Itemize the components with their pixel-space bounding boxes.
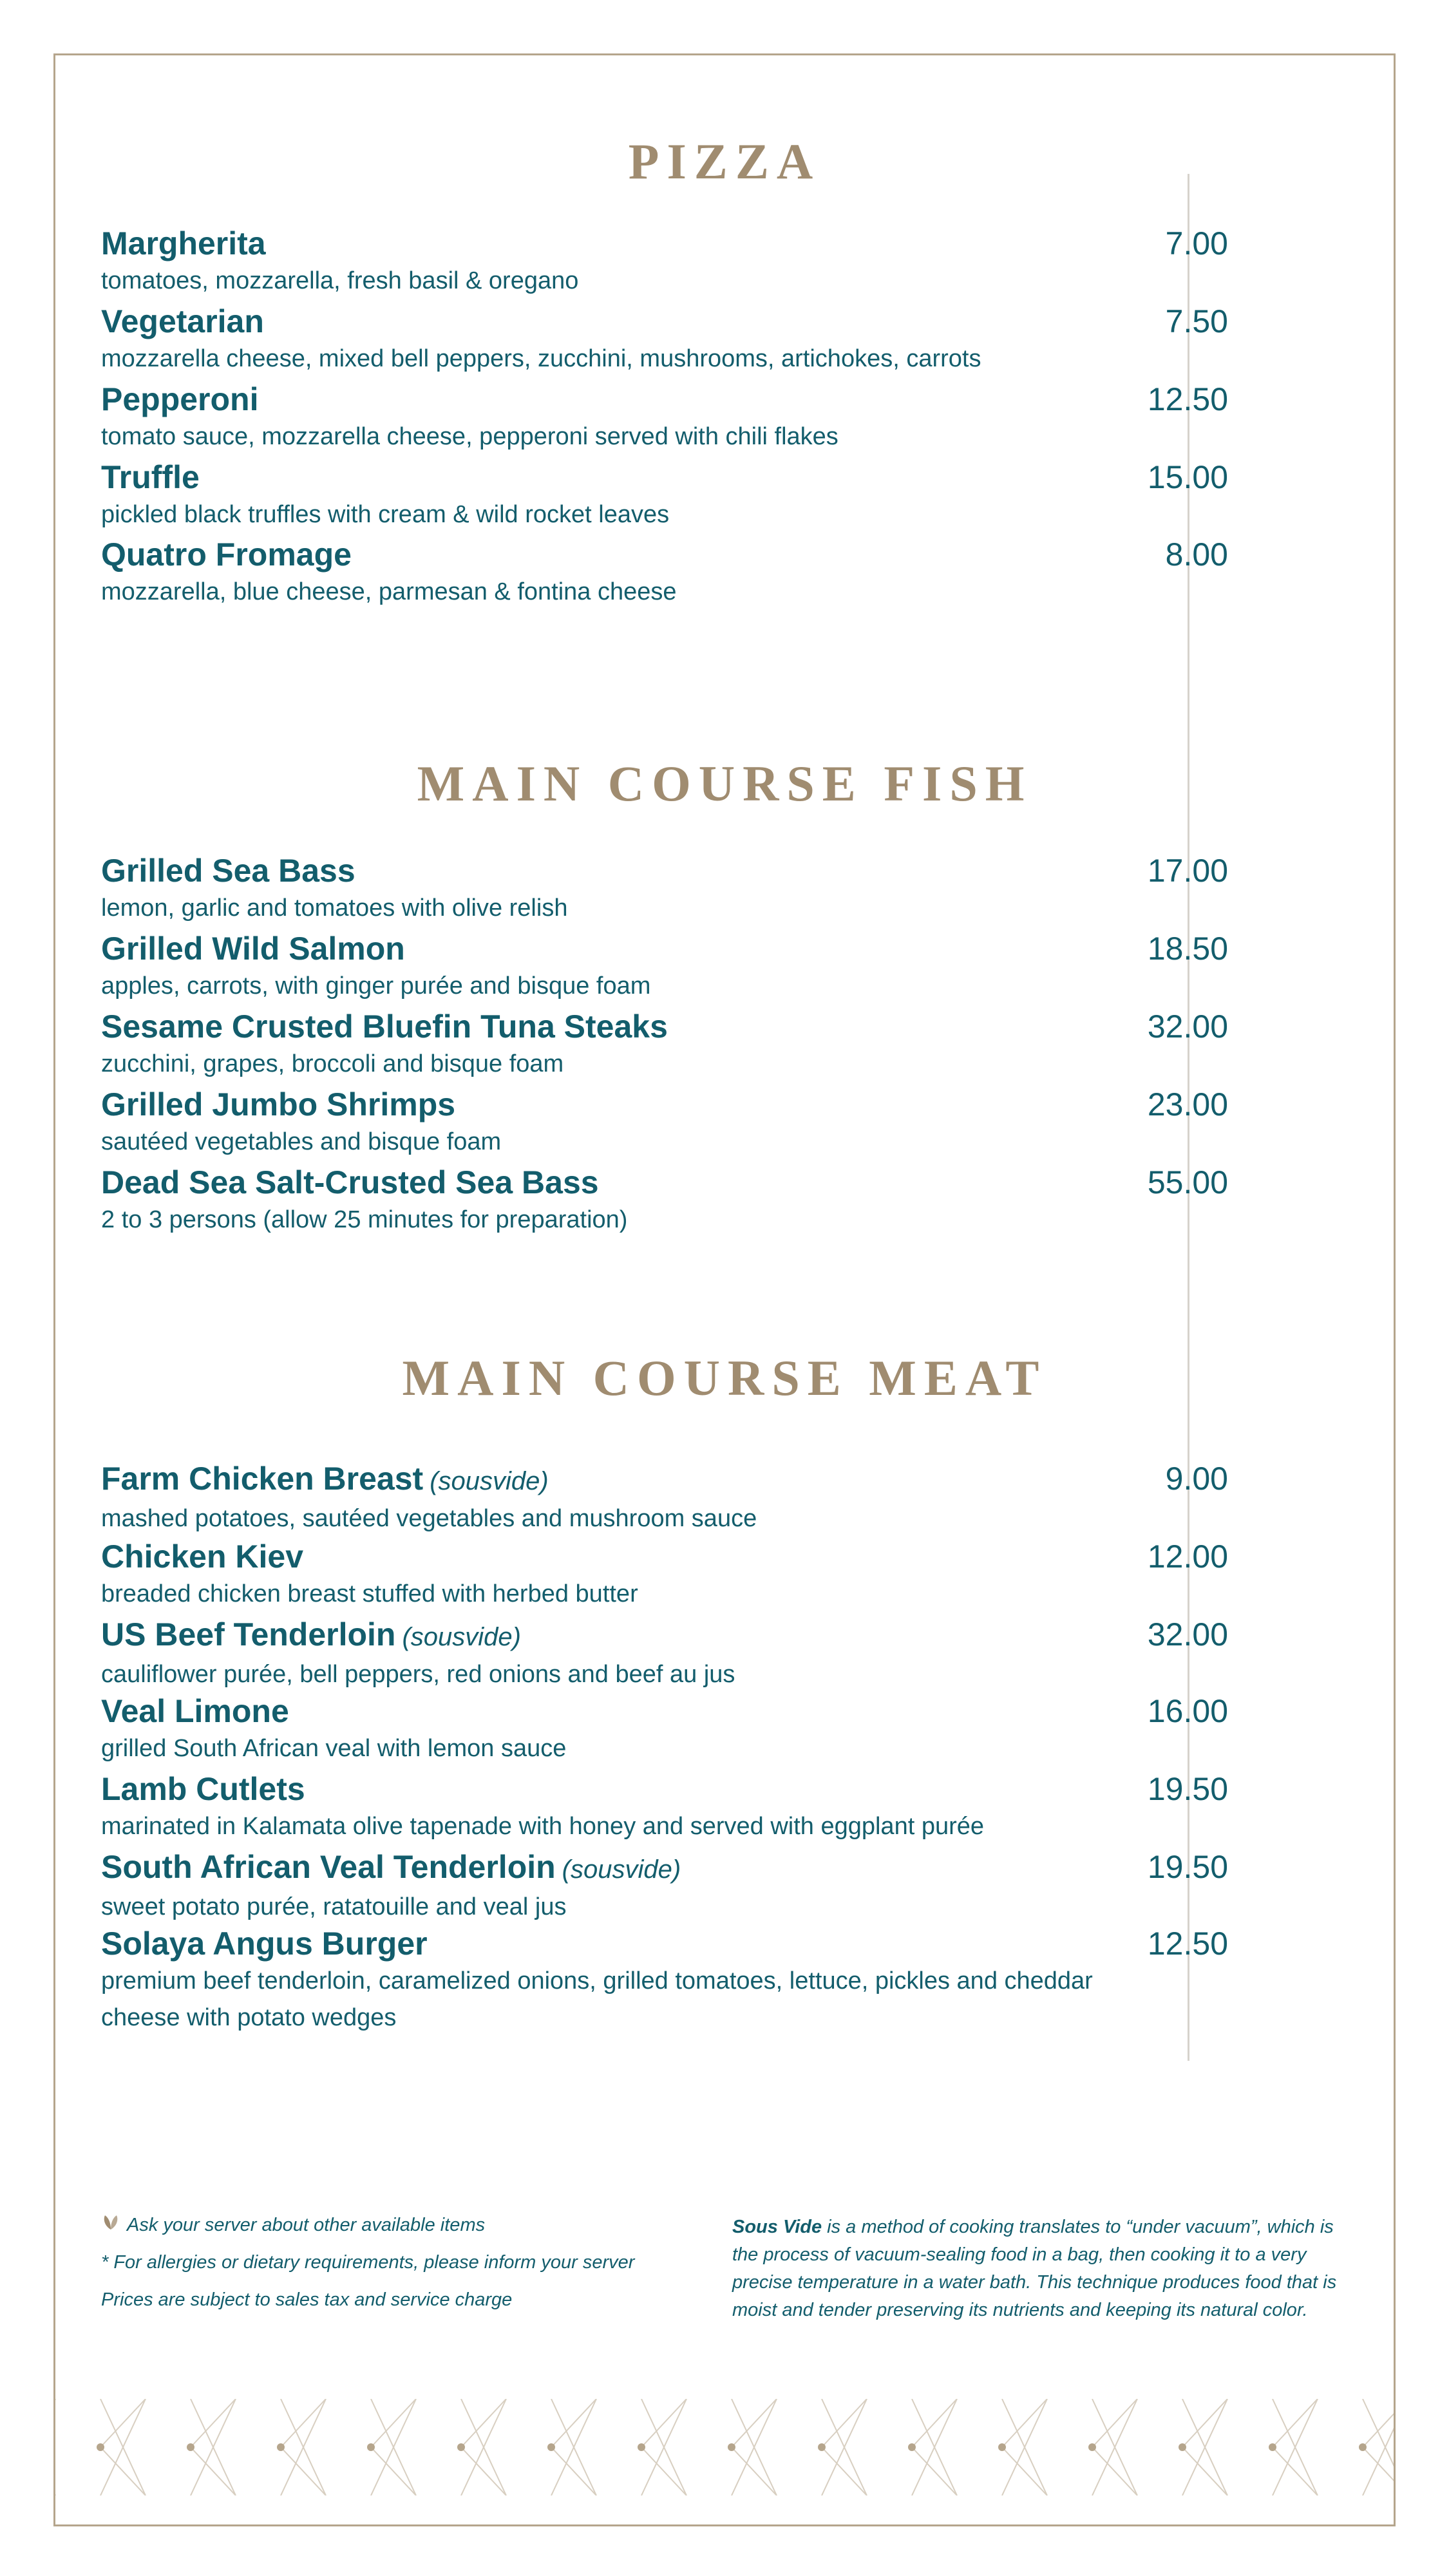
menu-item bbox=[101, 1085, 1228, 1160]
pattern-dot bbox=[998, 2443, 1006, 2451]
item-description: sautéed vegetables and bisque foam bbox=[101, 1128, 502, 1155]
leaf-icon bbox=[101, 2213, 120, 2239]
item-name: Lamb Cutlets bbox=[101, 1771, 305, 1807]
item-name: Farm Chicken Breast (sousvide) bbox=[101, 1461, 549, 1497]
menu-item bbox=[101, 535, 1228, 611]
item-price: 9.00 bbox=[1165, 1461, 1228, 1497]
item-description: mozzarella cheese, mixed bell peppers, zucchini, mushrooms, artichokes, carrots bbox=[101, 345, 981, 372]
item-name: South African Veal Tenderloin (sousvide) bbox=[101, 1849, 681, 1885]
item-description: 2 to 3 persons (allow 25 minutes for preparation) bbox=[101, 1206, 628, 1233]
menu-item bbox=[101, 1537, 1228, 1613]
item-price: 8.00 bbox=[1165, 536, 1228, 573]
menu-item bbox=[101, 1848, 1228, 1926]
pattern-dot bbox=[818, 2443, 826, 2451]
menu-item bbox=[101, 1459, 1228, 1537]
pattern-dot bbox=[367, 2443, 375, 2451]
pattern-dot bbox=[277, 2443, 285, 2451]
item-name: Margherita bbox=[101, 225, 266, 261]
item-description: grilled South African veal with lemon sauce bbox=[101, 1735, 567, 1762]
pattern-dot bbox=[1179, 2443, 1186, 2451]
section-title-meat: MAIN COURSE MEAT bbox=[402, 1350, 1047, 1406]
pattern-dot bbox=[908, 2443, 916, 2451]
item-name: Grilled Jumbo Shrimps bbox=[101, 1086, 456, 1122]
item-name: Truffle bbox=[101, 459, 200, 495]
item-price: 23.00 bbox=[1147, 1086, 1228, 1122]
footnote: * For allergies or dietary requirements, please inform your server bbox=[101, 2252, 635, 2273]
item-note: (sousvide) bbox=[430, 1467, 549, 1495]
menu-item bbox=[101, 1615, 1228, 1693]
item-price: 18.50 bbox=[1147, 931, 1228, 967]
pattern-dot bbox=[97, 2443, 104, 2451]
item-description: mashed potatoes, sautéed vegetables and mushroom sauce bbox=[101, 1505, 757, 1532]
menu-item bbox=[101, 929, 1228, 1005]
decorative-pattern bbox=[55, 2399, 1394, 2496]
item-price: 12.50 bbox=[1147, 381, 1228, 417]
footnote: Ask your server about other available items bbox=[101, 2212, 681, 2249]
item-name: Pepperoni bbox=[101, 381, 259, 417]
pattern-dot bbox=[187, 2443, 194, 2451]
pattern-dot bbox=[638, 2443, 645, 2451]
menu-item bbox=[101, 224, 1228, 299]
pattern-dot bbox=[1088, 2443, 1096, 2451]
sousvide-note bbox=[732, 2213, 1347, 2324]
item-note: (sousvide) bbox=[402, 1623, 521, 1651]
menu-item bbox=[101, 1770, 1228, 1845]
footnotes bbox=[101, 2212, 681, 2324]
item-name: Veal Limone bbox=[101, 1693, 289, 1729]
item-price: 12.50 bbox=[1147, 1926, 1228, 1962]
item-price: 16.00 bbox=[1147, 1693, 1228, 1729]
item-description: tomatoes, mozzarella, fresh basil & oregano bbox=[101, 267, 579, 294]
item-description: zucchini, grapes, broccoli and bisque foam bbox=[101, 1050, 564, 1077]
item-description: mozzarella, blue cheese, parmesan & fontina cheese bbox=[101, 578, 677, 605]
item-description: pickled black truffles with cream & wild rocket leaves bbox=[101, 501, 670, 528]
menu-item bbox=[101, 458, 1228, 533]
item-name: Sesame Crusted Bluefin Tuna Steaks bbox=[101, 1009, 668, 1045]
menu-item bbox=[101, 302, 1228, 377]
item-name: Chicken Kiev bbox=[101, 1539, 304, 1575]
item-description: tomato sauce, mozzarella cheese, pepperoni served with chili flakes bbox=[101, 423, 838, 450]
item-price: 19.50 bbox=[1147, 1771, 1228, 1807]
item-description: premium beef tenderloin, caramelized onions, grilled tomatoes, lettuce, pickles and cheddar cheese with potato wedges bbox=[101, 1967, 1093, 2031]
item-description: lemon, garlic and tomatoes with olive relish bbox=[101, 895, 568, 922]
item-name: Vegetarian bbox=[101, 303, 264, 339]
sousvide-term: Sous Vide bbox=[732, 2217, 822, 2237]
item-price: 55.00 bbox=[1147, 1164, 1228, 1200]
menu-item bbox=[101, 1692, 1228, 1767]
footnote: Prices are subject to sales tax and service charge bbox=[101, 2289, 513, 2310]
item-price: 15.00 bbox=[1147, 459, 1228, 495]
pattern-dot bbox=[1359, 2443, 1367, 2451]
menu-item bbox=[101, 1163, 1228, 1238]
item-name: Quatro Fromage bbox=[101, 536, 352, 573]
item-name: Grilled Wild Salmon bbox=[101, 931, 405, 967]
item-price: 17.00 bbox=[1147, 853, 1228, 889]
item-price: 32.00 bbox=[1147, 1009, 1228, 1045]
menu-item bbox=[101, 1924, 1228, 2036]
pattern-dot bbox=[728, 2443, 735, 2451]
item-note: (sousvide) bbox=[562, 1855, 681, 1884]
item-name: Grilled Sea Bass bbox=[101, 853, 355, 889]
pattern-dot bbox=[547, 2443, 555, 2451]
item-description: apples, carrots, with ginger purée and bisque foam bbox=[101, 972, 651, 999]
item-description: marinated in Kalamata olive tapenade with honey and served with eggplant purée bbox=[101, 1813, 985, 1840]
pattern-dot bbox=[1269, 2443, 1276, 2451]
item-price: 19.50 bbox=[1147, 1849, 1228, 1885]
item-description: cauliflower purée, bell peppers, red onions and beef au jus bbox=[101, 1661, 735, 1688]
item-description: breaded chicken breast stuffed with herbed butter bbox=[101, 1580, 638, 1607]
menu-item bbox=[101, 380, 1228, 455]
item-name: Solaya Angus Burger bbox=[101, 1926, 428, 1962]
item-price: 7.00 bbox=[1165, 225, 1228, 261]
section-title-pizza: PIZZA bbox=[628, 133, 821, 189]
item-name: US Beef Tenderloin (sousvide) bbox=[101, 1616, 521, 1653]
sousvide-text: is a method of cooking translates to “under vacuum”, which is the process of vacuum-sealing food in a bag, then cooking it to a very precise temperature in a water bath. This technique produces food that is moist and tender preserving its nutrients and keeping its natural color. bbox=[732, 2217, 1337, 2320]
menu-item bbox=[101, 851, 1228, 927]
item-price: 32.00 bbox=[1147, 1616, 1228, 1653]
menu-item bbox=[101, 1007, 1228, 1083]
item-description: sweet potato purée, ratatouille and veal jus bbox=[101, 1893, 567, 1920]
item-price: 7.50 bbox=[1165, 303, 1228, 339]
item-name: Dead Sea Salt-Crusted Sea Bass bbox=[101, 1164, 599, 1200]
pattern-dot bbox=[457, 2443, 465, 2451]
section-title-fish: MAIN COURSE FISH bbox=[417, 755, 1032, 811]
item-price: 12.00 bbox=[1147, 1539, 1228, 1575]
